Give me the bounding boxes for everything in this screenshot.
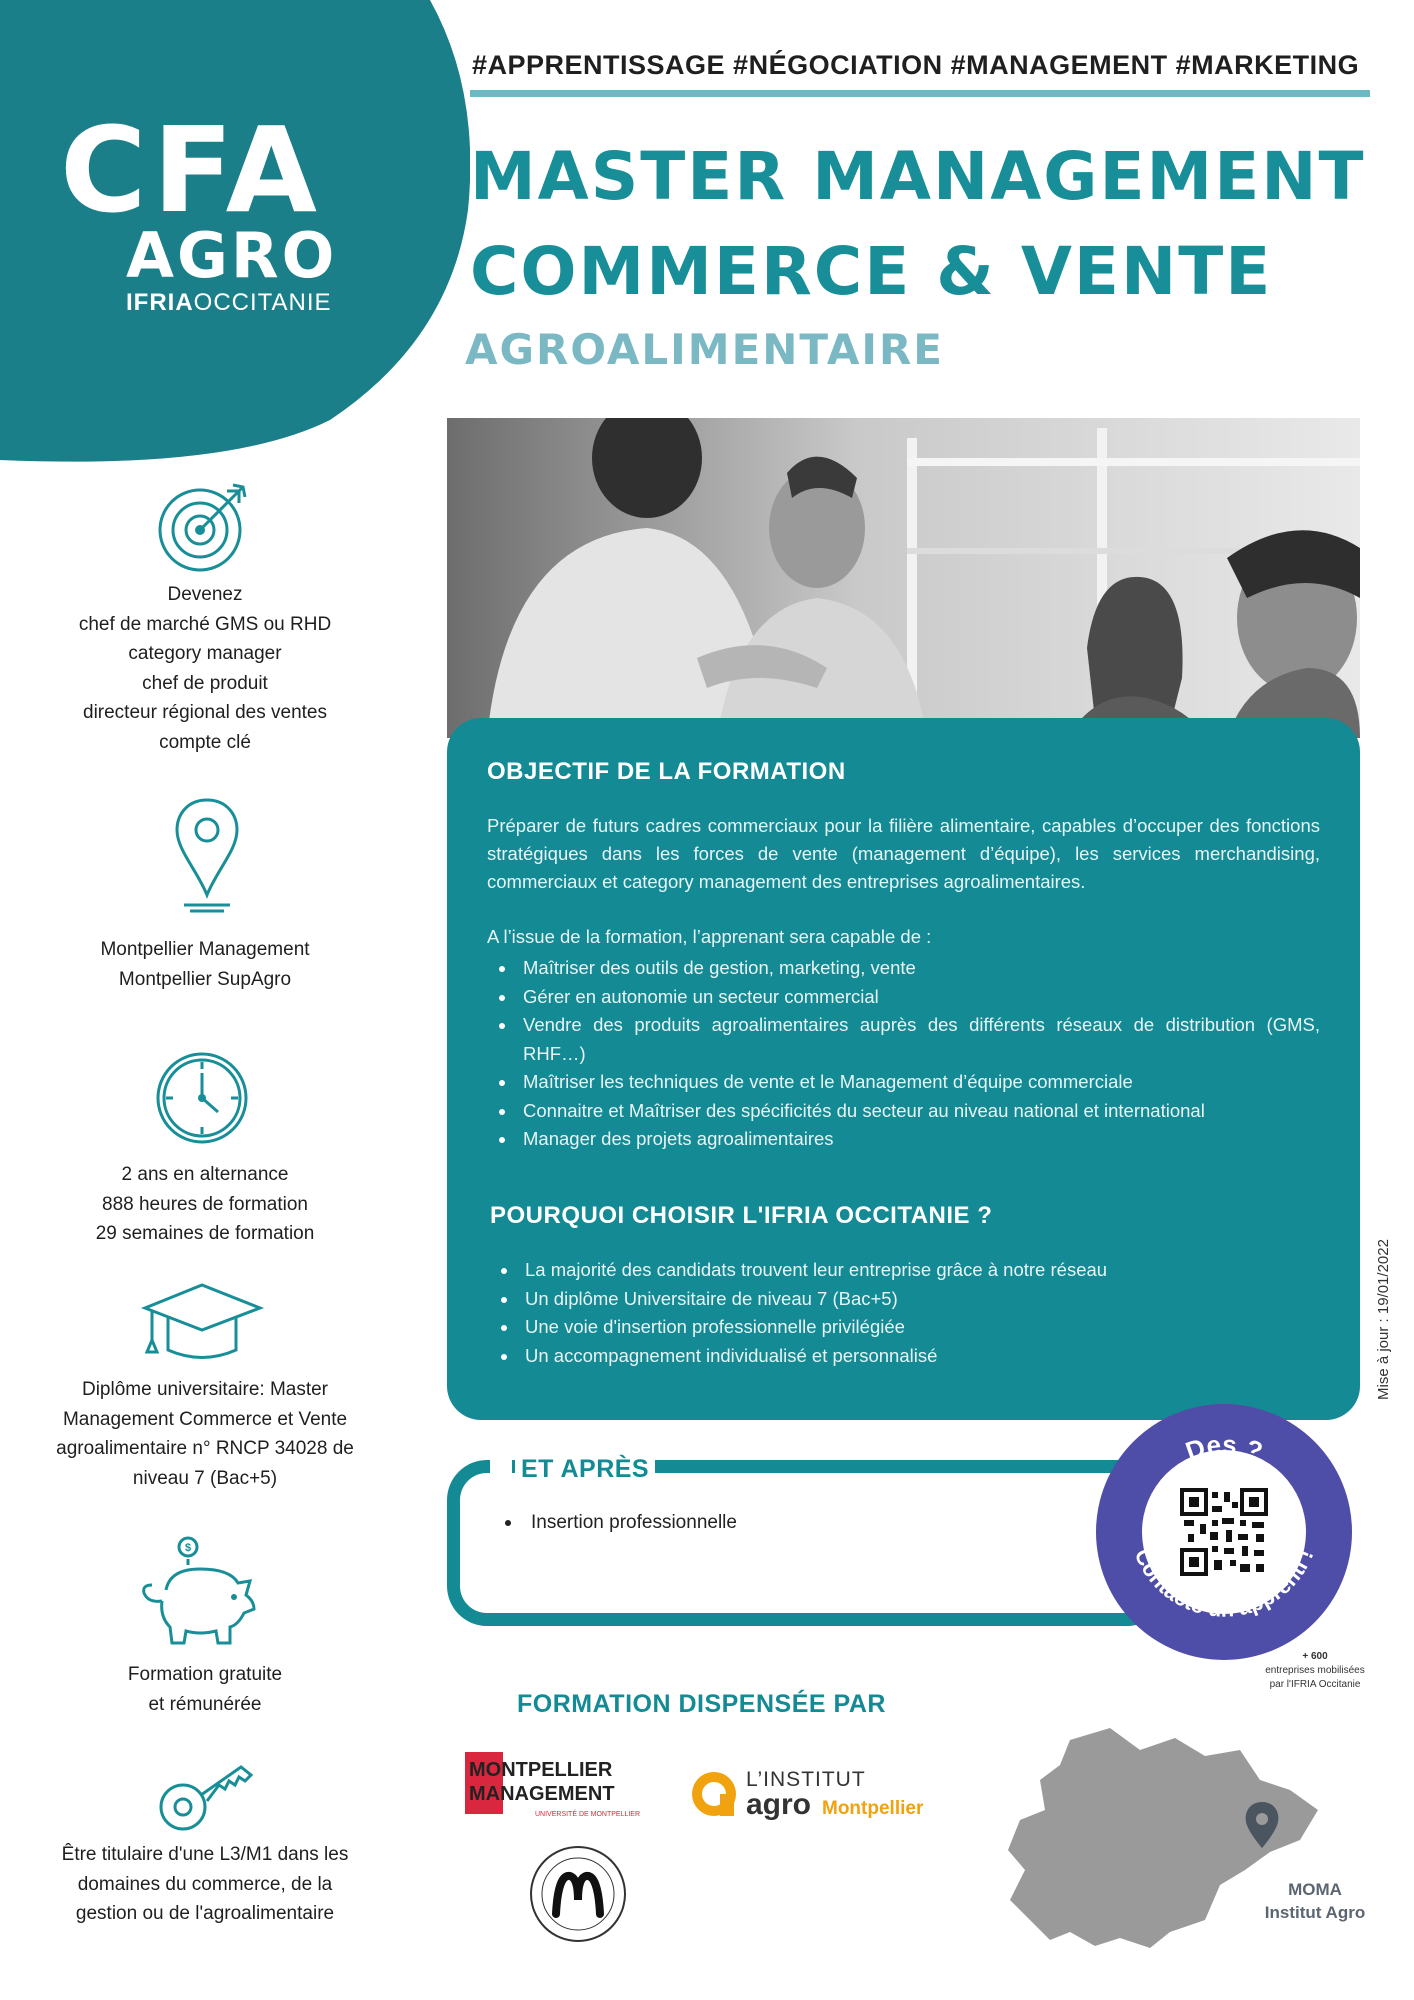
map-note: + 600 entreprises mobilisées par l'IFRIA Occitanie (1265, 1651, 1365, 1690)
duration-line: 29 semaines de formation (95, 1223, 315, 1244)
objective-list (487, 954, 1320, 1154)
header-divider (470, 90, 1370, 97)
careers-text (30, 580, 380, 757)
after-box-gap (490, 1450, 512, 1480)
agro-line1: L’INSTITUT (746, 1768, 866, 1791)
prerequisite-text (30, 1840, 380, 1929)
location-line: Montpellier SupAgro (118, 968, 292, 990)
logo-ifria-occitanie: IFRIAOCCITANIE (126, 289, 332, 316)
after-item: Insertion professionnelle (505, 1512, 737, 1534)
objective-intro: A l’issue de la formation, l’apprenant sera capable de : (487, 926, 932, 947)
qr-code-icon[interactable] (1180, 1488, 1268, 1576)
careers-line: chef de produit (142, 672, 268, 694)
list-item: Gérer en autonomie un secteur commercial (487, 983, 1320, 1012)
careers-line: directeur régional des ventes (83, 702, 327, 723)
clock-icon (152, 1048, 252, 1148)
prerequisite-line: Être titulaire d'une L3/M1 dans les (61, 1844, 349, 1865)
page-subtitle: AGROALIMENTAIRE (465, 325, 944, 374)
agro-line3: Montpellier (822, 1798, 924, 1819)
piggy-bank-icon (138, 1535, 268, 1653)
duration-line: 888 heures de formation (102, 1193, 308, 1215)
careers-line: compte clé (159, 731, 251, 753)
objective-paragraph: Préparer de futurs cadres commerciaux pour la filière alimentaire, capables d’occuper des fonctions stratégiques dans les forces de vente (management d’équipe), les services merchandising, commerciaux et category management des entreprises agroalimentaires. (487, 815, 1320, 892)
list-item: Un accompagnement individualisé et personnalisé (489, 1342, 1322, 1371)
hashtags: #APPRENTISSAGE #NÉGOCIATION #MANAGEMENT #MARKETING (472, 50, 1360, 80)
list-item: Vendre des produits agroalimentaires auprès des différents réseaux de distribution (GMS, RHF…) (487, 1011, 1320, 1068)
mm-sub: UNIVERSITÉ DE MONTPELLIER (535, 1811, 641, 1818)
cfa-agro-logo (60, 101, 380, 317)
prerequisite-line: domaines du commerce, de la (77, 1873, 333, 1895)
location-pin-icon (172, 795, 242, 915)
montpellier-management-logo (465, 1750, 655, 1820)
mm-line2: MANAGEMENT (469, 1783, 615, 1805)
list-item: La majorité des candidats trouvent leur entreprise grâce à notre réseau (489, 1256, 1322, 1285)
cost-line: Formation gratuite (127, 1664, 283, 1685)
qr-contact-badge[interactable] (1094, 1402, 1354, 1662)
list-item: Une voie d'insertion professionnelle privilégiée (489, 1313, 1322, 1342)
svg-text:$: $ (184, 1542, 192, 1554)
diploma-line: Diplôme universitaire: Master (81, 1379, 329, 1400)
list-item: Maîtriser les techniques de vente et le Management d’équipe commerciale (487, 1068, 1320, 1097)
list-item: Connaitre et Maîtriser des spécificités du secteur au niveau national et international (487, 1097, 1320, 1126)
locations-text (30, 935, 380, 994)
target-icon (155, 475, 255, 575)
objective-heading: OBJECTIF DE LA FORMATION (487, 758, 846, 785)
list-item: Maîtriser des outils de gestion, marketing, vente (487, 954, 1320, 983)
key-icon (155, 1755, 255, 1835)
after-box (447, 1460, 1167, 1626)
qr-top-text: Des ? (1181, 1429, 1267, 1467)
logo-agro: AGRO (126, 219, 338, 292)
careers-line: category manager (128, 643, 282, 664)
update-note: Mise à jour : 19/01/2022 (1375, 1239, 1392, 1400)
prerequisite-line: gestion ou de l'agroalimentaire (75, 1903, 335, 1924)
objective-panel (447, 718, 1360, 1420)
universite-montpellier-seal-icon (528, 1844, 628, 1944)
diploma-line: Management Commerce et Vente (62, 1408, 348, 1430)
after-heading: ET APRÈS (515, 1455, 655, 1484)
list-item: Manager des projets agroalimentaires (487, 1125, 1320, 1154)
agro-line2: agro (746, 1788, 812, 1821)
list-item: Un diplôme Universitaire de niveau 7 (Bac+5) (489, 1285, 1322, 1314)
why-list (489, 1256, 1322, 1370)
diploma-text (30, 1375, 380, 1493)
page-title-line2: COMMERCE & VENTE (470, 233, 1273, 310)
diploma-line: niveau 7 (Bac+5) (132, 1467, 278, 1489)
cost-text (30, 1660, 380, 1719)
business-handshake-photo (447, 418, 1360, 738)
mm-line1: MONTPELLIER (469, 1759, 613, 1781)
duration-text (30, 1160, 380, 1249)
cost-line: et rémunérée (148, 1693, 262, 1715)
page-title-line1: MASTER MANAGEMENT (470, 138, 1366, 215)
careers-line: Devenez (167, 584, 243, 605)
location-line: Montpellier Management (100, 939, 310, 960)
map-label: MOMA Institut Agro (1264, 1880, 1366, 1922)
careers-line: chef de marché GMS ou RHD (78, 613, 332, 635)
diploma-line: agroalimentaire n° RNCP 34028 de (56, 1438, 354, 1459)
qr-bottom-text: Contacte un apprenti ! (1129, 1545, 1319, 1622)
graduation-cap-icon (140, 1280, 265, 1365)
partners-heading: FORMATION DISPENSÉE PAR (517, 1690, 886, 1718)
logo-cfa: CFA (60, 101, 323, 239)
duration-line: 2 ans en alternance (121, 1164, 289, 1185)
why-heading: POURQUOI CHOISIR L'IFRIA OCCITANIE ? (490, 1202, 993, 1229)
institut-agro-montpellier-logo (690, 1762, 950, 1822)
